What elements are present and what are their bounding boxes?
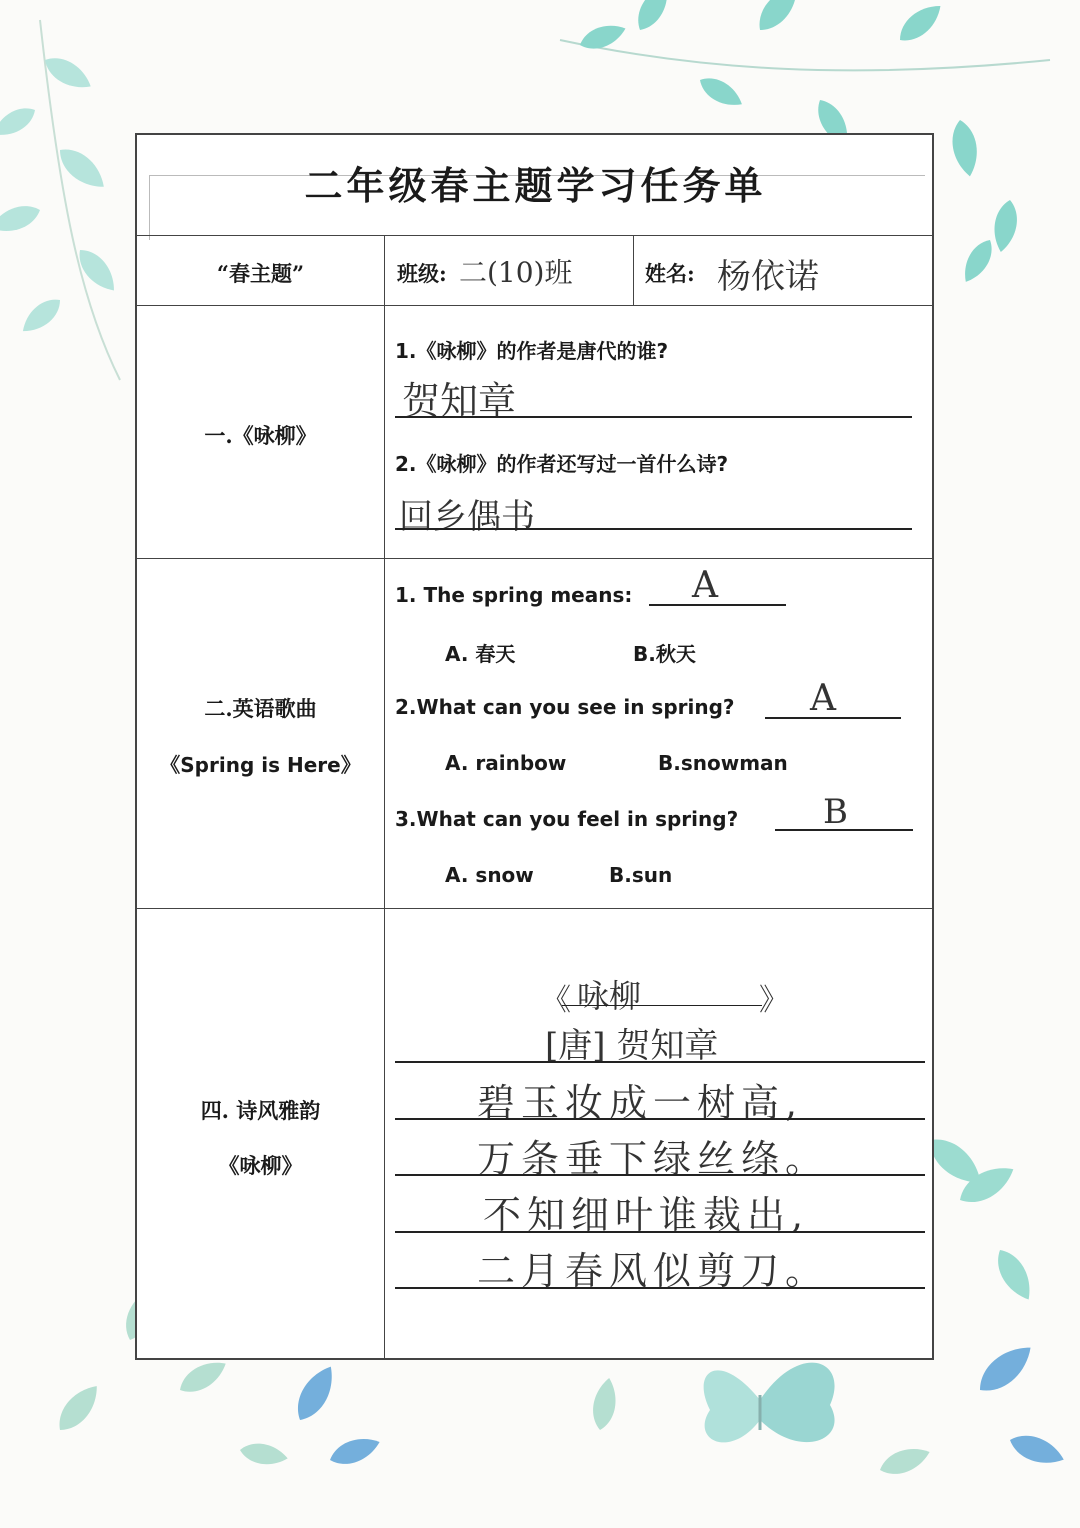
poem-title-open: 《 [541, 983, 571, 1018]
section2-question-1: 1. The spring means: [395, 583, 633, 607]
section1-answer-2: 回乡偶书 [399, 497, 535, 537]
poem-line-rule [395, 1061, 925, 1063]
section4-label-2: 《咏柳》 [218, 1153, 303, 1178]
answer-line [395, 528, 912, 530]
section1-question-1: 1.《咏柳》的作者是唐代的谁? [395, 339, 669, 363]
divider [384, 235, 385, 1360]
section2-label-2: 《Spring is Here》 [160, 753, 361, 777]
divider [137, 908, 934, 909]
poem-line-3: 不知细叶谁裁出, [483, 1193, 810, 1237]
worksheet [135, 133, 934, 1360]
poem-line-rule [395, 1118, 925, 1120]
option-b: B.snowman [658, 751, 788, 775]
section2-question-3: 3.What can you feel in spring? [395, 807, 739, 831]
poem-title: 咏柳 [577, 977, 642, 1015]
name-label: 姓名: [645, 261, 695, 286]
name-value: 杨依诺 [717, 257, 819, 297]
poem-line-4: 二月春风似剪刀。 [477, 1249, 830, 1293]
butterfly-icon [704, 1363, 835, 1443]
class-label: 班级: [397, 261, 447, 286]
section1-answer-1: 贺知章 [402, 379, 517, 423]
divider [137, 235, 934, 236]
poem-line-rule [395, 1287, 925, 1289]
poem-line-2: 万条垂下绿丝绦。 [477, 1137, 830, 1181]
leaf-cluster-right-icon [921, 1130, 1038, 1306]
divider [137, 305, 934, 306]
divider [137, 558, 934, 559]
class-value: 二(10)班 [459, 256, 573, 289]
poem-author: [唐] 贺知章 [545, 1026, 719, 1066]
section2-answer-1: A [692, 565, 718, 606]
section4-label-1: 四. 诗风雅韵 [200, 1098, 321, 1123]
section2-question-2: 2.What can you see in spring? [395, 695, 735, 719]
poem-title-close: 》 [759, 983, 789, 1018]
option-a: A. rainbow [445, 751, 567, 775]
poem-line-rule [395, 1231, 925, 1233]
answer-line [395, 416, 912, 418]
option-a: A. 春天 [445, 642, 516, 666]
option-b: B.sun [609, 863, 673, 887]
section1-label: 一.《咏柳》 [204, 423, 317, 448]
title-line [562, 1005, 762, 1006]
option-a: A. snow [445, 863, 534, 887]
poem-line-1: 碧玉妆成一树高, [477, 1081, 804, 1125]
page-title: 二年级春主题学习任务单 [304, 163, 767, 208]
section2-answer-3: B [823, 792, 848, 832]
section2-label-1: 二.英语歌曲 [204, 696, 317, 721]
section1-question-2: 2.《咏柳》的作者还写过一首什么诗? [395, 452, 729, 476]
poem-line-rule [395, 1174, 925, 1176]
section2-answer-2: A [810, 678, 836, 719]
divider [633, 235, 634, 305]
theme-label: “春主题” [216, 261, 305, 286]
option-b: B.秋天 [633, 642, 696, 666]
